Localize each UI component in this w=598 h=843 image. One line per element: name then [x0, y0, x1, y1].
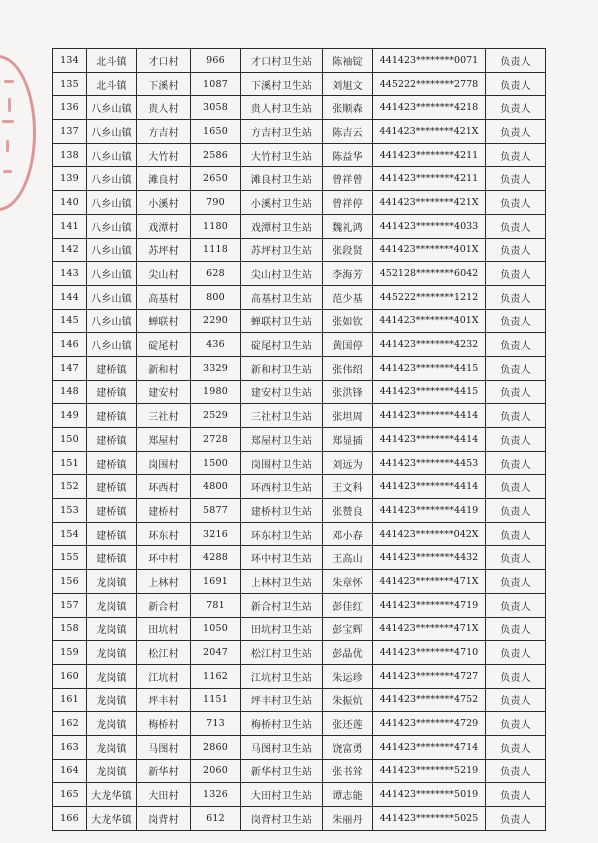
table-row: [53, 143, 546, 167]
row-number: 153: [53, 499, 87, 523]
role-cell: 负责人: [486, 309, 546, 333]
clinic-cell: 环东村卫生站: [241, 522, 323, 546]
table-row: [53, 120, 546, 144]
village-cell: 贵人村: [137, 96, 191, 120]
town-cell: 八乡山镇: [87, 262, 137, 286]
town-cell: 八乡山镇: [87, 143, 137, 167]
population-cell: 4288: [191, 546, 241, 570]
clinic-cell: 上林村卫生站: [241, 570, 323, 594]
population-cell: 2290: [191, 309, 241, 333]
id-number-cell: 441423********421X: [373, 191, 486, 215]
population-cell: 4800: [191, 475, 241, 499]
town-cell: 龙岗镇: [87, 593, 137, 617]
id-number-cell: 441423********471X: [373, 570, 486, 594]
village-cell: 大田村: [137, 783, 191, 807]
population-cell: 2529: [191, 404, 241, 428]
row-number: 161: [53, 688, 87, 712]
row-number: 151: [53, 451, 87, 475]
clinic-cell: 环西村卫生站: [241, 475, 323, 499]
table-row: [53, 214, 546, 238]
person-name-cell: 王文科: [323, 475, 373, 499]
clinic-staff-table: [52, 48, 546, 831]
role-cell: 负责人: [486, 380, 546, 404]
person-name-cell: 邓小春: [323, 522, 373, 546]
village-cell: 新华村: [137, 759, 191, 783]
table-row: [53, 522, 546, 546]
village-cell: 三社村: [137, 404, 191, 428]
clinic-cell: 江坑村卫生站: [241, 664, 323, 688]
row-number: 135: [53, 72, 87, 96]
id-number-cell: 441423********5019: [373, 783, 486, 807]
row-number: 158: [53, 617, 87, 641]
person-name-cell: 朱运珍: [323, 664, 373, 688]
village-cell: 滩良村: [137, 167, 191, 191]
table-row: [53, 807, 546, 831]
row-number: 143: [53, 262, 87, 286]
table-row: [53, 664, 546, 688]
town-cell: 大龙华镇: [87, 807, 137, 831]
clinic-cell: 碇尾村卫生站: [241, 333, 323, 357]
id-number-cell: 441423********4729: [373, 712, 486, 736]
town-cell: 建桥镇: [87, 546, 137, 570]
population-cell: 1326: [191, 783, 241, 807]
table-row: [53, 570, 546, 594]
table-row: [53, 72, 546, 96]
person-name-cell: 刘旭文: [323, 72, 373, 96]
role-cell: 负责人: [486, 570, 546, 594]
clinic-cell: 郑屋村卫生站: [241, 428, 323, 452]
population-cell: 800: [191, 285, 241, 309]
town-cell: 龙岗镇: [87, 688, 137, 712]
row-number: 134: [53, 49, 87, 73]
person-name-cell: 郑显插: [323, 428, 373, 452]
town-cell: 建桥镇: [87, 356, 137, 380]
table-row: [53, 759, 546, 783]
village-cell: 郑屋村: [137, 428, 191, 452]
clinic-cell: 戏潭村卫生站: [241, 214, 323, 238]
id-number-cell: 441423********042X: [373, 522, 486, 546]
village-cell: 环西村: [137, 475, 191, 499]
person-name-cell: 李海芳: [323, 262, 373, 286]
town-cell: 龙岗镇: [87, 664, 137, 688]
clinic-cell: 贵人村卫生站: [241, 96, 323, 120]
person-name-cell: 谭志能: [323, 783, 373, 807]
row-number: 141: [53, 214, 87, 238]
id-number-cell: 441423********4432: [373, 546, 486, 570]
person-name-cell: 张段贤: [323, 238, 373, 262]
clinic-cell: 松江村卫生站: [241, 641, 323, 665]
role-cell: 负责人: [486, 641, 546, 665]
role-cell: 负责人: [486, 783, 546, 807]
town-cell: 建桥镇: [87, 522, 137, 546]
population-cell: 2586: [191, 143, 241, 167]
clinic-cell: 梅桥村卫生站: [241, 712, 323, 736]
table-row: [53, 735, 546, 759]
row-number: 137: [53, 120, 87, 144]
population-cell: 1151: [191, 688, 241, 712]
village-cell: 小溪村: [137, 191, 191, 215]
row-number: 146: [53, 333, 87, 357]
clinic-cell: 坪丰村卫生站: [241, 688, 323, 712]
table-row: [53, 712, 546, 736]
role-cell: 负责人: [486, 167, 546, 191]
person-name-cell: 曾祥曾: [323, 167, 373, 191]
row-number: 136: [53, 96, 87, 120]
village-cell: 环东村: [137, 522, 191, 546]
population-cell: 1500: [191, 451, 241, 475]
person-name-cell: 张洪锋: [323, 380, 373, 404]
id-number-cell: 441423********4232: [373, 333, 486, 357]
role-cell: 负责人: [486, 546, 546, 570]
village-cell: 高基村: [137, 285, 191, 309]
red-seal-marks: [0, 80, 22, 190]
table-row: [53, 167, 546, 191]
clinic-cell: 建桥村卫生站: [241, 499, 323, 523]
town-cell: 龙岗镇: [87, 617, 137, 641]
village-cell: 大竹村: [137, 143, 191, 167]
town-cell: 八乡山镇: [87, 96, 137, 120]
table-row: [53, 688, 546, 712]
person-name-cell: 刘远为: [323, 451, 373, 475]
id-number-cell: 441423********0071: [373, 49, 486, 73]
town-cell: 北斗镇: [87, 72, 137, 96]
population-cell: 1050: [191, 617, 241, 641]
person-name-cell: 范少基: [323, 285, 373, 309]
row-number: 165: [53, 783, 87, 807]
person-name-cell: 黄国停: [323, 333, 373, 357]
clinic-cell: 尖山村卫生站: [241, 262, 323, 286]
village-cell: 环中村: [137, 546, 191, 570]
village-cell: 碇尾村: [137, 333, 191, 357]
table-row: [53, 96, 546, 120]
population-cell: 2060: [191, 759, 241, 783]
person-name-cell: 彭佳红: [323, 593, 373, 617]
row-number: 144: [53, 285, 87, 309]
clinic-cell: 小溪村卫生站: [241, 191, 323, 215]
population-cell: 1087: [191, 72, 241, 96]
clinic-cell: 建安村卫生站: [241, 380, 323, 404]
town-cell: 龙岗镇: [87, 641, 137, 665]
town-cell: 建桥镇: [87, 380, 137, 404]
id-number-cell: 441423********4033: [373, 214, 486, 238]
village-cell: 上林村: [137, 570, 191, 594]
population-cell: 3216: [191, 522, 241, 546]
table-row: [53, 285, 546, 309]
row-number: 166: [53, 807, 87, 831]
town-cell: 龙岗镇: [87, 712, 137, 736]
role-cell: 负责人: [486, 735, 546, 759]
row-number: 152: [53, 475, 87, 499]
person-name-cell: 张书耸: [323, 759, 373, 783]
role-cell: 负责人: [486, 688, 546, 712]
village-cell: 尖山村: [137, 262, 191, 286]
role-cell: 负责人: [486, 807, 546, 831]
person-name-cell: 彭宝辉: [323, 617, 373, 641]
clinic-cell: 环中村卫生站: [241, 546, 323, 570]
row-number: 148: [53, 380, 87, 404]
person-name-cell: 陈吉云: [323, 120, 373, 144]
role-cell: 负责人: [486, 96, 546, 120]
table-row: [53, 356, 546, 380]
clinic-cell: 三社村卫生站: [241, 404, 323, 428]
row-number: 157: [53, 593, 87, 617]
id-number-cell: 441423********4719: [373, 593, 486, 617]
table-row: [53, 309, 546, 333]
row-number: 145: [53, 309, 87, 333]
population-cell: 1650: [191, 120, 241, 144]
role-cell: 负责人: [486, 214, 546, 238]
id-number-cell: 441423********4419: [373, 499, 486, 523]
population-cell: 713: [191, 712, 241, 736]
town-cell: 北斗镇: [87, 49, 137, 73]
role-cell: 负责人: [486, 120, 546, 144]
id-number-cell: 445222********2778: [373, 72, 486, 96]
village-cell: 蝉联村: [137, 309, 191, 333]
person-name-cell: 曾祥停: [323, 191, 373, 215]
town-cell: 龙岗镇: [87, 570, 137, 594]
id-number-cell: 441423********401X: [373, 238, 486, 262]
row-number: 149: [53, 404, 87, 428]
table-row: [53, 617, 546, 641]
role-cell: 负责人: [486, 428, 546, 452]
id-number-cell: 441423********4714: [373, 735, 486, 759]
person-name-cell: 张伟绍: [323, 356, 373, 380]
clinic-cell: 新华村卫生站: [241, 759, 323, 783]
town-cell: 八乡山镇: [87, 333, 137, 357]
population-cell: 3058: [191, 96, 241, 120]
population-cell: 5877: [191, 499, 241, 523]
table-row: [53, 333, 546, 357]
town-cell: 建桥镇: [87, 475, 137, 499]
clinic-cell: 田坑村卫生站: [241, 617, 323, 641]
clinic-cell: 滩良村卫生站: [241, 167, 323, 191]
person-name-cell: 饶富勇: [323, 735, 373, 759]
town-cell: 八乡山镇: [87, 120, 137, 144]
role-cell: 负责人: [486, 664, 546, 688]
id-number-cell: 441423********4211: [373, 167, 486, 191]
table-row: [53, 451, 546, 475]
role-cell: 负责人: [486, 333, 546, 357]
village-cell: 建安村: [137, 380, 191, 404]
table-row: [53, 475, 546, 499]
clinic-cell: 岗围村卫生站: [241, 451, 323, 475]
population-cell: 966: [191, 49, 241, 73]
role-cell: 负责人: [486, 759, 546, 783]
role-cell: 负责人: [486, 238, 546, 262]
town-cell: 八乡山镇: [87, 167, 137, 191]
population-cell: 3329: [191, 356, 241, 380]
role-cell: 负责人: [486, 451, 546, 475]
id-number-cell: 441423********4415: [373, 380, 486, 404]
town-cell: 龙岗镇: [87, 759, 137, 783]
village-cell: 马图村: [137, 735, 191, 759]
role-cell: 负责人: [486, 72, 546, 96]
person-name-cell: 王高山: [323, 546, 373, 570]
table-row: [53, 428, 546, 452]
table-row: [53, 191, 546, 215]
table-row: [53, 262, 546, 286]
population-cell: 1118: [191, 238, 241, 262]
town-cell: 八乡山镇: [87, 285, 137, 309]
population-cell: 2860: [191, 735, 241, 759]
role-cell: 负责人: [486, 356, 546, 380]
table-row: [53, 499, 546, 523]
role-cell: 负责人: [486, 49, 546, 73]
population-cell: 1180: [191, 214, 241, 238]
town-cell: 龙岗镇: [87, 735, 137, 759]
village-cell: 戏潭村: [137, 214, 191, 238]
clinic-cell: 新和村卫生站: [241, 356, 323, 380]
village-cell: 新合村: [137, 593, 191, 617]
row-number: 163: [53, 735, 87, 759]
person-name-cell: 魏礼鸿: [323, 214, 373, 238]
clinic-cell: 大田村卫生站: [241, 783, 323, 807]
clinic-cell: 蝉联村卫生站: [241, 309, 323, 333]
id-number-cell: 452128********6042: [373, 262, 486, 286]
person-name-cell: 张顺森: [323, 96, 373, 120]
population-cell: 628: [191, 262, 241, 286]
id-number-cell: 441423********5219: [373, 759, 486, 783]
person-name-cell: 陈袖锭: [323, 49, 373, 73]
person-name-cell: 朱振炕: [323, 688, 373, 712]
town-cell: 大龙华镇: [87, 783, 137, 807]
village-cell: 梅桥村: [137, 712, 191, 736]
clinic-cell: 马图村卫生站: [241, 735, 323, 759]
id-number-cell: 441423********5025: [373, 807, 486, 831]
row-number: 142: [53, 238, 87, 262]
row-number: 159: [53, 641, 87, 665]
row-number: 164: [53, 759, 87, 783]
population-cell: 2650: [191, 167, 241, 191]
clinic-cell: 高基村卫生站: [241, 285, 323, 309]
population-cell: 1691: [191, 570, 241, 594]
town-cell: 八乡山镇: [87, 214, 137, 238]
table-row: [53, 546, 546, 570]
village-cell: 岗背村: [137, 807, 191, 831]
id-number-cell: 441423********4752: [373, 688, 486, 712]
id-number-cell: 441423********4727: [373, 664, 486, 688]
village-cell: 才口村: [137, 49, 191, 73]
population-cell: 2047: [191, 641, 241, 665]
id-number-cell: 441423********421X: [373, 120, 486, 144]
table-row: [53, 404, 546, 428]
table-row: [53, 49, 546, 73]
person-name-cell: 张赞良: [323, 499, 373, 523]
row-number: 150: [53, 428, 87, 452]
population-cell: 781: [191, 593, 241, 617]
clinic-cell: 下溪村卫生站: [241, 72, 323, 96]
id-number-cell: 441423********4414: [373, 404, 486, 428]
row-number: 140: [53, 191, 87, 215]
village-cell: 田坑村: [137, 617, 191, 641]
person-name-cell: 陈益华: [323, 143, 373, 167]
role-cell: 负责人: [486, 262, 546, 286]
table-row: [53, 380, 546, 404]
role-cell: 负责人: [486, 712, 546, 736]
village-cell: 苏坪村: [137, 238, 191, 262]
row-number: 154: [53, 522, 87, 546]
person-name-cell: 张还莲: [323, 712, 373, 736]
village-cell: 松江村: [137, 641, 191, 665]
role-cell: 负责人: [486, 475, 546, 499]
role-cell: 负责人: [486, 285, 546, 309]
town-cell: 建桥镇: [87, 499, 137, 523]
clinic-cell: 岗背村卫生站: [241, 807, 323, 831]
row-number: 147: [53, 356, 87, 380]
clinic-cell: 方吉村卫生站: [241, 120, 323, 144]
village-cell: 新和村: [137, 356, 191, 380]
table-row: [53, 593, 546, 617]
id-number-cell: 441423********4453: [373, 451, 486, 475]
id-number-cell: 441423********4211: [373, 143, 486, 167]
village-cell: 下溪村: [137, 72, 191, 96]
row-number: 139: [53, 167, 87, 191]
person-name-cell: 朱章怀: [323, 570, 373, 594]
person-name-cell: 张如钦: [323, 309, 373, 333]
id-number-cell: 441423********4415: [373, 356, 486, 380]
row-number: 156: [53, 570, 87, 594]
table-row: [53, 238, 546, 262]
role-cell: 负责人: [486, 404, 546, 428]
role-cell: 负责人: [486, 499, 546, 523]
id-number-cell: 441423********4414: [373, 428, 486, 452]
table-row: [53, 783, 546, 807]
town-cell: 八乡山镇: [87, 238, 137, 262]
row-number: 138: [53, 143, 87, 167]
clinic-cell: 苏坪村卫生站: [241, 238, 323, 262]
role-cell: 负责人: [486, 191, 546, 215]
village-cell: 坪丰村: [137, 688, 191, 712]
person-name-cell: 彭晶优: [323, 641, 373, 665]
population-cell: 2728: [191, 428, 241, 452]
id-number-cell: 441423********4710: [373, 641, 486, 665]
population-cell: 436: [191, 333, 241, 357]
town-cell: 建桥镇: [87, 404, 137, 428]
population-cell: 1162: [191, 664, 241, 688]
village-cell: 岗围村: [137, 451, 191, 475]
role-cell: 负责人: [486, 143, 546, 167]
village-cell: 建桥村: [137, 499, 191, 523]
person-name-cell: 朱丽丹: [323, 807, 373, 831]
population-cell: 790: [191, 191, 241, 215]
id-number-cell: 441423********4414: [373, 475, 486, 499]
id-number-cell: 441423********471X: [373, 617, 486, 641]
town-cell: 八乡山镇: [87, 191, 137, 215]
role-cell: 负责人: [486, 593, 546, 617]
population-cell: 612: [191, 807, 241, 831]
village-cell: 方吉村: [137, 120, 191, 144]
person-name-cell: 张坦周: [323, 404, 373, 428]
town-cell: 建桥镇: [87, 451, 137, 475]
row-number: 160: [53, 664, 87, 688]
clinic-cell: 新合村卫生站: [241, 593, 323, 617]
table-row: [53, 641, 546, 665]
population-cell: 1980: [191, 380, 241, 404]
id-number-cell: 441423********401X: [373, 309, 486, 333]
role-cell: 负责人: [486, 522, 546, 546]
row-number: 162: [53, 712, 87, 736]
town-cell: 建桥镇: [87, 428, 137, 452]
row-number: 155: [53, 546, 87, 570]
id-number-cell: 441423********4218: [373, 96, 486, 120]
clinic-cell: 大竹村卫生站: [241, 143, 323, 167]
village-cell: 江坑村: [137, 664, 191, 688]
clinic-cell: 才口村卫生站: [241, 49, 323, 73]
town-cell: 八乡山镇: [87, 309, 137, 333]
role-cell: 负责人: [486, 617, 546, 641]
id-number-cell: 445222********1212: [373, 285, 486, 309]
